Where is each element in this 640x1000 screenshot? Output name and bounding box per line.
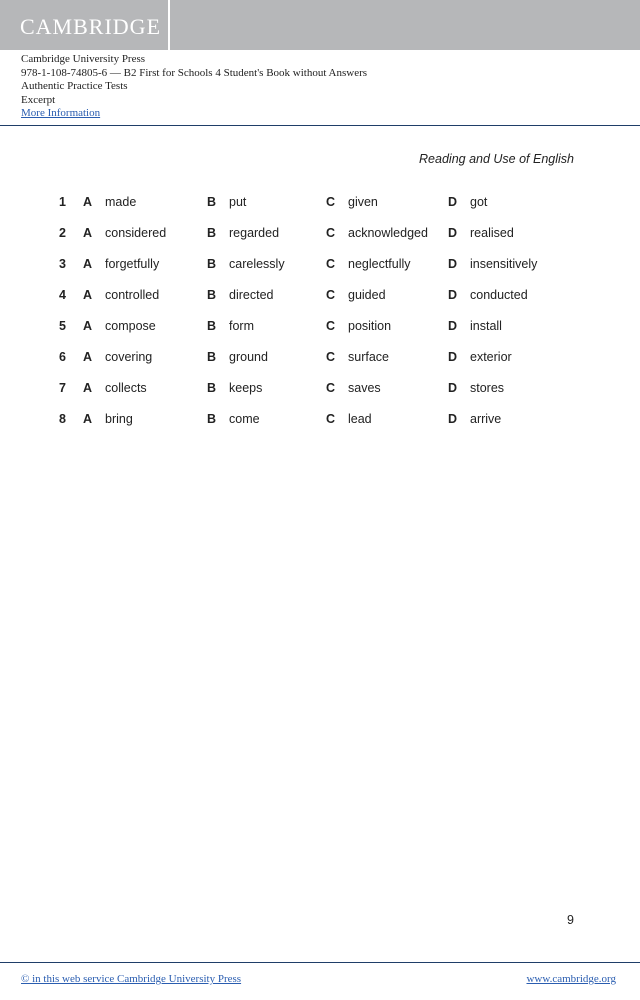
question-number: 6 xyxy=(59,350,66,364)
option-text-c: lead xyxy=(348,412,372,426)
publisher-name: Cambridge University Press xyxy=(21,53,146,65)
question-number: 7 xyxy=(59,381,66,395)
series-name: Authentic Practice Tests xyxy=(21,80,128,92)
option-letter-c: C xyxy=(326,412,336,426)
option-letter-d: D xyxy=(448,381,458,395)
question-number: 5 xyxy=(59,319,66,333)
option-text-b: put xyxy=(229,195,247,209)
option-text-c: guided xyxy=(348,288,386,302)
option-letter-d: D xyxy=(448,319,458,333)
option-text-b: come xyxy=(229,412,260,426)
option-letter-a: A xyxy=(83,226,93,240)
book-meta xyxy=(21,53,367,121)
option-text-d: realised xyxy=(470,226,514,240)
option-text-a: compose xyxy=(105,319,156,333)
option-letter-a: A xyxy=(83,257,93,271)
option-letter-d: D xyxy=(448,257,458,271)
option-letter-b: B xyxy=(207,381,217,395)
page-number: 9 xyxy=(567,913,574,927)
option-text-a: made xyxy=(105,195,137,209)
option-text-c: position xyxy=(348,319,392,333)
option-letter-b: B xyxy=(207,350,217,364)
question-number: 3 xyxy=(59,257,66,271)
more-information-link[interactable]: More Information xyxy=(21,107,101,119)
option-letter-b: B xyxy=(207,195,217,209)
option-text-b: regarded xyxy=(229,226,280,240)
option-letter-c: C xyxy=(326,288,336,302)
website-link[interactable]: www.cambridge.org xyxy=(526,973,616,985)
option-letter-b: B xyxy=(207,412,217,426)
option-text-a: considered xyxy=(105,226,167,240)
option-letter-a: A xyxy=(83,319,93,333)
option-text-d: arrive xyxy=(470,412,502,426)
option-letter-c: C xyxy=(326,257,336,271)
header-banner xyxy=(0,0,640,50)
option-letter-a: A xyxy=(83,288,93,302)
question-row xyxy=(0,288,640,319)
option-letter-d: D xyxy=(448,195,458,209)
option-text-b: keeps xyxy=(229,381,263,395)
option-text-d: exterior xyxy=(470,350,512,364)
option-letter-d: D xyxy=(448,350,458,364)
answer-options-table xyxy=(0,195,640,443)
option-text-c: surface xyxy=(348,350,389,364)
option-letter-a: A xyxy=(83,412,93,426)
option-letter-a: A xyxy=(83,381,93,395)
question-row xyxy=(0,226,640,257)
cambridge-logo[interactable]: CAMBRIDGE xyxy=(20,14,162,39)
option-text-c: acknowledged xyxy=(348,226,428,240)
question-number: 4 xyxy=(59,288,66,302)
option-letter-b: B xyxy=(207,319,217,333)
excerpt-label: Excerpt xyxy=(21,93,56,106)
option-letter-b: B xyxy=(207,226,217,240)
question-row xyxy=(0,195,640,226)
option-text-a: forgetfully xyxy=(105,257,160,271)
option-text-c: neglectfully xyxy=(348,257,411,271)
option-letter-d: D xyxy=(448,288,458,302)
option-text-d: insensitively xyxy=(470,257,538,271)
question-row xyxy=(0,381,640,412)
isbn-title: 978-1-108-74805-6 — B2 First for Schools 4 Student's Book without Answers xyxy=(21,66,368,79)
option-text-d: install xyxy=(470,319,502,333)
question-row xyxy=(0,412,640,443)
question-row xyxy=(0,350,640,381)
option-text-a: covering xyxy=(105,350,153,364)
option-text-d: got xyxy=(470,195,488,209)
option-text-a: controlled xyxy=(105,288,160,302)
footer-divider xyxy=(0,962,640,963)
option-letter-c: C xyxy=(326,350,336,364)
option-text-b: directed xyxy=(229,288,274,302)
question-number: 2 xyxy=(59,226,66,240)
option-text-b: form xyxy=(229,319,254,333)
option-letter-c: C xyxy=(326,381,336,395)
question-row xyxy=(0,257,640,288)
option-letter-b: B xyxy=(207,288,217,302)
question-number: 1 xyxy=(59,195,66,209)
option-letter-d: D xyxy=(448,412,458,426)
option-letter-c: C xyxy=(326,195,336,209)
option-letter-a: A xyxy=(83,350,93,364)
option-text-a: bring xyxy=(105,412,133,426)
option-text-b: ground xyxy=(229,350,268,364)
option-text-c: given xyxy=(348,195,378,209)
question-number: 8 xyxy=(59,412,66,426)
logo-box xyxy=(0,0,170,50)
option-text-d: stores xyxy=(470,381,505,395)
option-letter-c: C xyxy=(326,319,336,333)
option-letter-a: A xyxy=(83,195,93,209)
header-divider xyxy=(0,125,640,126)
option-text-d: conducted xyxy=(470,288,528,302)
question-row xyxy=(0,319,640,350)
option-text-b: carelessly xyxy=(229,257,285,271)
copyright-link[interactable]: © in this web service Cambridge University Press xyxy=(21,973,242,985)
option-text-a: collects xyxy=(105,381,147,395)
option-text-c: saves xyxy=(348,381,381,395)
option-letter-c: C xyxy=(326,226,336,240)
section-title: Reading and Use of English xyxy=(419,152,574,166)
option-letter-b: B xyxy=(207,257,217,271)
option-letter-d: D xyxy=(448,226,458,240)
